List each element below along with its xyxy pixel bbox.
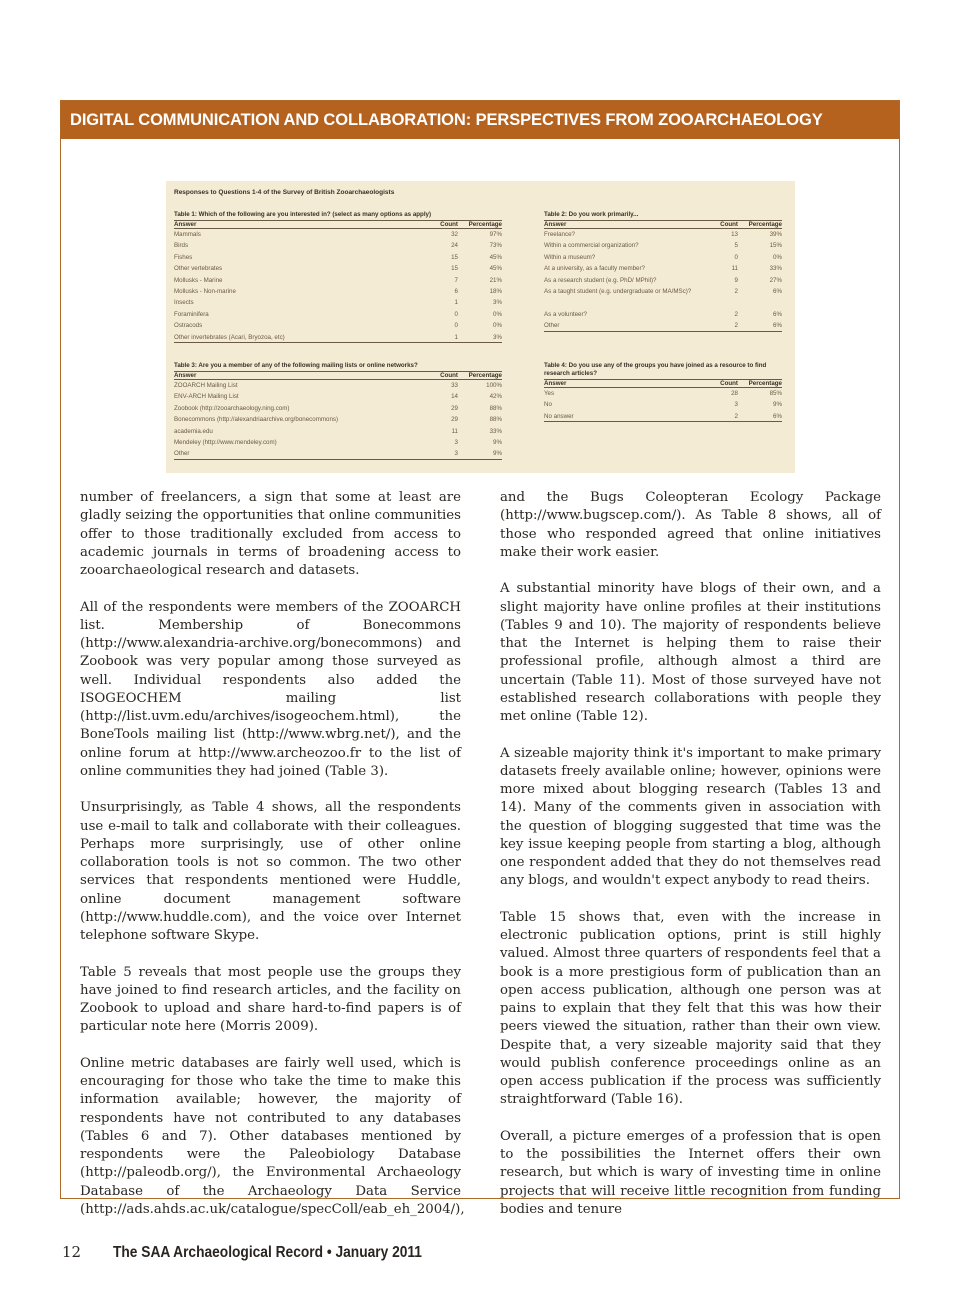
journal-title: The SAA Archaeological Record • January 2011	[113, 1244, 423, 1261]
table-row: At a university, as a faculty member? 11 33%	[544, 265, 782, 273]
table-row: As a taught student (e.g. undergraduate or MA/MSc)? 2 6%	[544, 287, 782, 295]
table-row: Insects 1 3%	[174, 299, 502, 307]
table-header: Answer Count Percentage	[174, 221, 502, 228]
survey-figure	[166, 181, 795, 473]
body-column-right	[500, 489, 881, 1219]
table-row: Other 3 9%	[174, 448, 502, 459]
table-row: Other invertebrates (Acari, Bryozoa, etc) 1 3%	[174, 332, 502, 343]
table-header: Answer Count Percentage	[544, 380, 782, 387]
paragraph: Overall, a picture emerges of a profession that is open to the possibilities the Internet offers their own research, but which is wary of investing time in online projects that will receive little recognition from funding bodies and tenure	[500, 1128, 881, 1217]
table-row: ZOOARCH Mailing List 33 100%	[174, 382, 502, 389]
table-row: Mollusks - Marine 7 21%	[174, 276, 502, 284]
body-column-left	[80, 489, 465, 1219]
table-row: Bonecommons (http://alexandriaarchive.org/bonecommons) 29 88%	[174, 416, 502, 424]
paragraph: Unsurprisingly, as Table 4 shows, all the respondents use e-mail to talk and collaborate with their colleagues. Perhaps more surprisingly, use of other online collaboration tools is not so common. The two other services that respondents mentioned were Huddle, online document management software (http://www.huddle.com), and the voice over Internet telephone software Skype.	[80, 800, 461, 943]
survey-table-4	[544, 362, 782, 422]
paragraph: and the Bugs Coleopteran Ecology Package (http://www.bugscep.com/). As Table 8 shows, all of those who responded agreed that online initiatives make their work easier.	[500, 490, 881, 560]
table-header: Answer Count Percentage	[174, 372, 502, 379]
table-row: Birds 24 73%	[174, 242, 502, 250]
table-row: Other 2 6%	[544, 320, 782, 331]
table-header: Answer Count Percentage	[544, 221, 782, 228]
table-row: academia.edu 11 33%	[174, 427, 502, 435]
table-row: Foraminifera 0 0%	[174, 310, 502, 318]
table-caption: Table 4: Do you use any of the groups you have joined as a resource to find research articles?	[544, 362, 767, 377]
table-row: Mendeley (http://www.mendeley.com) 3 9%	[174, 438, 502, 446]
survey-title: Responses to Questions 1-4 of the Survey of British Zooarchaeologists	[174, 189, 395, 196]
paragraph: number of freelancers, a sign that some at least are gladly seizing the opportunities that online communities offer to those traditionally excluded from access to academic journals in terms of broadening access to zooarchaeological research and datasets.	[80, 490, 461, 578]
section-banner: DIGITAL COMMUNICATION AND COLLABORATION: PERSPECTIVES FROM ZOOARCHAEOLOGY	[61, 101, 899, 139]
paragraph: Table 5 reveals that most people use the groups they have joined to find research articles, and the facility on Zoobook to upload and share hard-to-find papers is of particular note here (Morris 2009).	[80, 964, 461, 1035]
table-row: No answer 2 6%	[544, 411, 782, 422]
survey-table-3	[174, 362, 502, 460]
table-row: Zoobook (http://zooarchaeology.ning.com) 29 88%	[174, 404, 502, 412]
survey-table-1	[174, 211, 502, 343]
table-row: Ostracods 0 0%	[174, 322, 502, 330]
table-caption: Table 3: Are you a member of any of the following mailing lists or online networks?	[174, 362, 418, 369]
table-caption: Table 1: Which of the following are you interested in? (select as many options as apply)	[174, 211, 432, 218]
page-footer	[62, 1243, 472, 1265]
table-row: Within a commercial organization? 5 15%	[544, 242, 782, 250]
table-row: As a research student (e.g. PhD/ MPhil)? 9 27%	[544, 276, 782, 284]
table-row: Mammals 32 97%	[174, 231, 502, 238]
survey-table-2	[544, 211, 782, 332]
paragraph: Online metric databases are fairly well used, which is encouraging for those who take the time to make this information available; however, the majority of respondents have not contributed to any databases (Tables 6 and 7). Other databases mentioned by respondents were the Paleobiology Database (http://paleodb.org/), the Environmental Archaeology Database of the Archaeology Data Service (http://ads.ahds.ac.uk/catalogue/specColl/eab_eh_2004/),	[80, 1055, 465, 1217]
table-row: No 3 9%	[544, 401, 782, 409]
table-row: Freelance? 13 39%	[544, 231, 782, 238]
table-row: Fishes 15 45%	[174, 253, 502, 261]
table-row: As a volunteer? 2 6%	[544, 310, 782, 318]
table-row: Mollusks - Non-marine 6 18%	[174, 287, 502, 295]
paragraph: A sizeable majority think it's important to make primary datasets freely available online; however, opinions were more mixed about blogging research (Tables 13 and 14). Many of the comments given in association with the question of blogging suggested that time was the key issue keeping people from starting a blog, although one respondent added that they do not themselves read any blogs, and wouldn't expect anybody to read theirs.	[500, 745, 881, 889]
table-row: Other vertebrates 15 45%	[174, 265, 502, 273]
table-row: Within a museum? 0 0%	[544, 253, 782, 261]
paragraph: Table 15 shows that, even with the increase in electronic publication options, print is still highly valued. Almost three quarters of respondents feel that a book is a more prestigious form of publication than an open access publication, although one person was at pains to explain that they felt that this was how their peers viewed the situation, rather than their own view. Despite that, a very sizeable majority said that they would publish conference proceedings online as an open access publication if the process was sufficiently straightforward (Table 16).	[500, 909, 881, 1108]
table-row: ENV-ARCH Mailing List 14 42%	[174, 393, 502, 401]
table-row: Yes 28 85%	[544, 390, 782, 397]
page-number: 12	[62, 1243, 82, 1261]
table-caption: Table 2: Do you work primarily...	[544, 211, 639, 218]
paragraph: A substantial minority have blogs of their own, and a slight majority have online profiles at their institutions (Tables 9 and 10). The majority of respondents believe that the Internet is helping them to raise their professional profile, although almost a third are uncertain (Table 11). Most of those surveyed have not established research collaborations with people they met online (Table 12).	[500, 581, 881, 724]
paragraph: All of the respondents were members of the ZOOARCH list. Membership of Bonecommons (http://www.alexandria-archive.org/bonecommons) and Zoobook was very popular among those surveyed as well. Individual respondents also added the ISOGEOCHEM mailing list (http://list.uvm.edu/archives/isogeochem.html), the BoneTools mailing list (http://www.wbrg.net/), and the online forum at http://www.archeozoo.fr to the list of online communities they had joined (Table 3).	[80, 599, 461, 779]
